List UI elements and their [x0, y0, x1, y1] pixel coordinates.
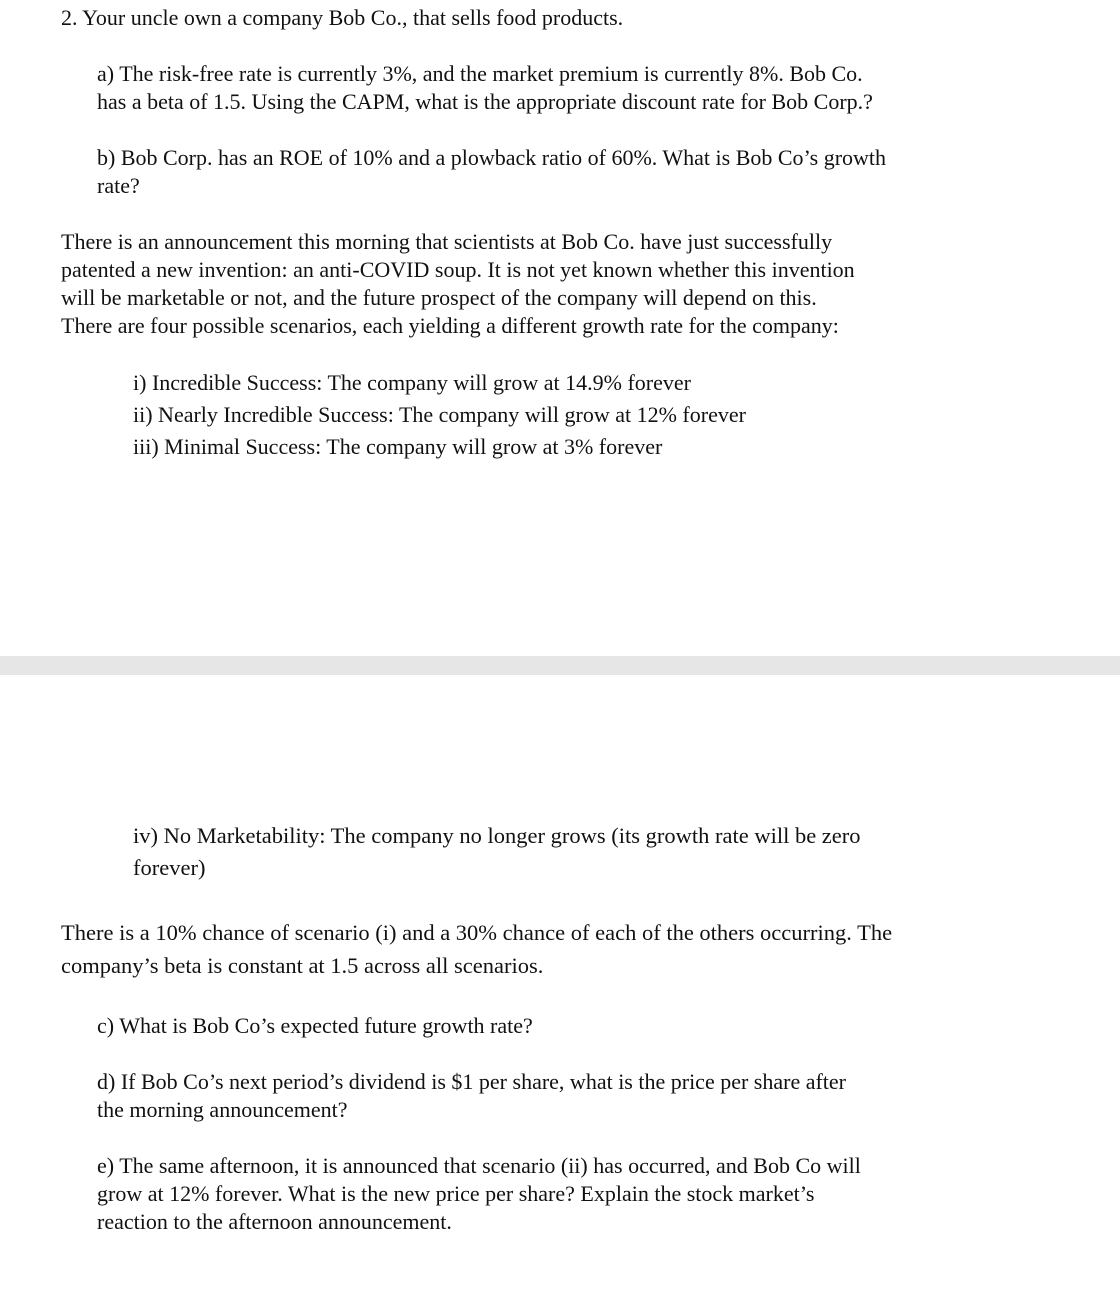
announcement-line-1: There is an announcement this morning that scientists at Bob Co. have just successfully [61, 229, 833, 254]
part-d-line-1: d) If Bob Co’s next period’s dividend is $1 per share, what is the price per share after [97, 1069, 847, 1094]
part-e-line-2: grow at 12% forever. What is the new price per share? Explain the stock market’s [97, 1181, 815, 1206]
scenario-ii: ii) Nearly Incredible Success: The company will grow at 12% forever [133, 402, 746, 427]
part-b-line-2: rate? [97, 173, 140, 198]
probabilities-line-1: There is a 10% chance of scenario (i) and a 30% chance of each of the others occurring. The [61, 920, 893, 945]
announcement-line-4: There are four possible scenarios, each yielding a different growth rate for the company: [61, 313, 839, 338]
scenario-iii: iii) Minimal Success: The company will grow at 3% forever [133, 434, 663, 459]
part-a-line-1: a) The risk-free rate is currently 3%, and the market premium is currently 8%. Bob Co. [97, 61, 863, 86]
part-d-line-2: the morning announcement? [97, 1097, 348, 1122]
announcement-line-3: will be marketable or not, and the future prospect of the company will depend on this. [61, 285, 817, 310]
scenario-iv-line-1: iv) No Marketability: The company no longer grows (its growth rate will be zero [133, 823, 861, 848]
scenario-i: i) Incredible Success: The company will grow at 14.9% forever [133, 370, 691, 395]
part-b-line-1: b) Bob Corp. has an ROE of 10% and a plowback ratio of 60%. What is Bob Co’s growth [97, 145, 887, 170]
part-e-line-1: e) The same afternoon, it is announced that scenario (ii) has occurred, and Bob Co will [97, 1153, 861, 1178]
scenario-iv-line-2: forever) [133, 855, 206, 880]
probabilities-line-2: company’s beta is constant at 1.5 across all scenarios. [61, 953, 544, 978]
question-heading: 2. Your uncle own a company Bob Co., that sells food products. [61, 5, 624, 30]
part-e-line-3: reaction to the afternoon announcement. [97, 1209, 452, 1234]
page-separator [0, 656, 1120, 675]
part-a-line-2: has a beta of 1.5. Using the CAPM, what is the appropriate discount rate for Bob Corp.? [97, 89, 873, 114]
part-c: c) What is Bob Co’s expected future growth rate? [97, 1013, 533, 1038]
announcement-line-2: patented a new invention: an anti-COVID soup. It is not yet known whether this invention [61, 257, 855, 282]
